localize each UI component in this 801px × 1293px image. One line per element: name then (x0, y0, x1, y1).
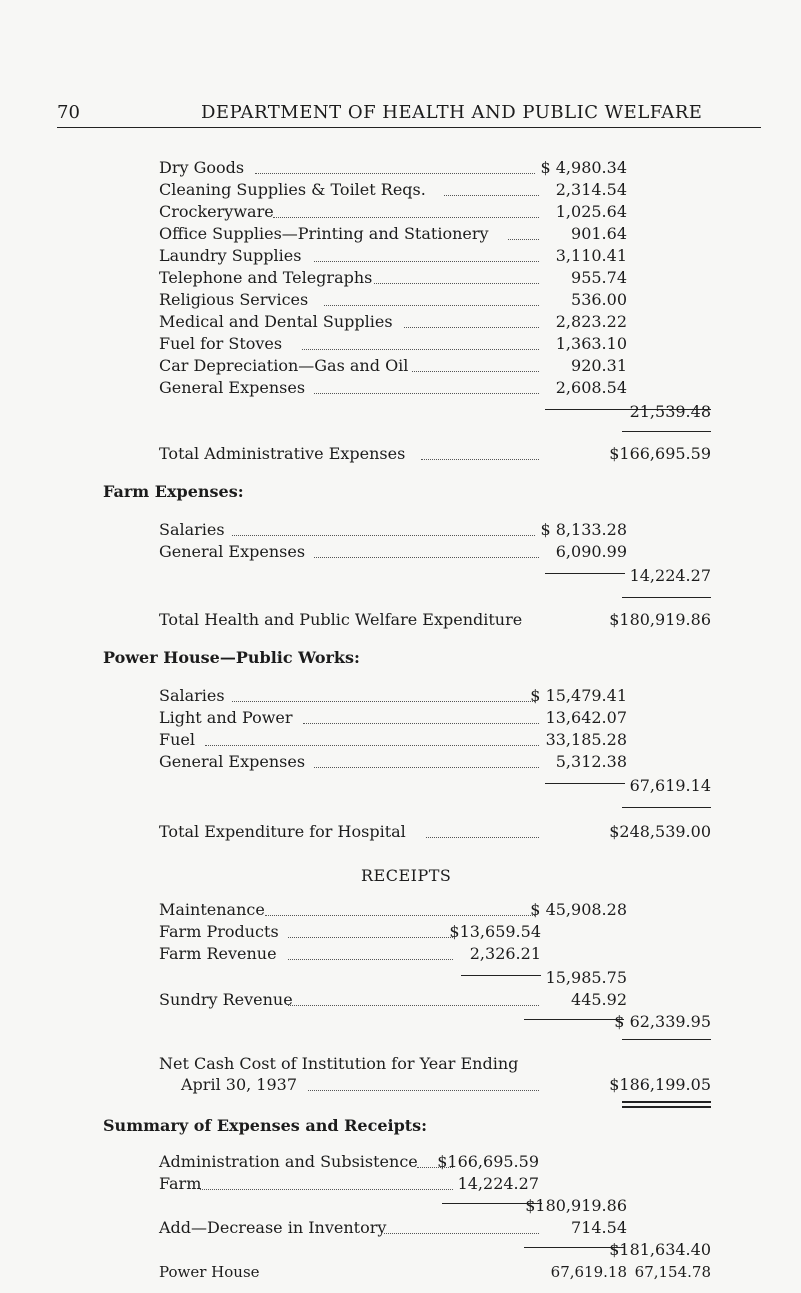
leader-dots (200, 1189, 453, 1190)
admin-subtotal: 21,539.48 (629, 402, 711, 421)
leader-dots (421, 459, 539, 460)
leader-dots (314, 557, 539, 558)
summary-amount: 714.54 (571, 1218, 627, 1237)
admin-item-amount: 1,025.64 (555, 202, 627, 221)
total-admin-label: Total Administrative Expenses (159, 444, 406, 463)
admin-item-amount: 2,823.22 (555, 312, 627, 331)
admin-item-label: Medical and Dental Supplies (159, 312, 393, 331)
total-rule (622, 431, 711, 432)
summary-subtotal2: $181,634.40 (609, 1240, 711, 1259)
admin-item-label: General Expenses (159, 378, 306, 397)
admin-item-label: Office Supplies—Printing and Stationery (159, 224, 489, 243)
farm-subtotal: 14,224.27 (629, 566, 711, 585)
admin-item-amount: $ 4,980.34 (540, 158, 627, 177)
receipt-amount: $ 45,908.28 (530, 900, 627, 919)
farm-item-amount: 6,090.99 (555, 542, 627, 561)
leader-dots (314, 393, 539, 394)
total-rule (622, 807, 711, 808)
leader-dots (404, 327, 539, 328)
receipts-heading: RECEIPTS (361, 866, 452, 885)
total-health-amount: $180,919.86 (609, 610, 711, 629)
total-rule (622, 597, 711, 598)
power-item-amount: 5,312.38 (555, 752, 627, 771)
receipt-farm-total: 15,985.75 (545, 968, 627, 987)
running-head: DEPARTMENT OF HEALTH AND PUBLIC WELFARE (201, 102, 703, 123)
admin-item-label: Car Depreciation—Gas and Oil (159, 356, 409, 375)
total-hospital-amount: $248,539.00 (609, 822, 711, 841)
admin-item-amount: 955.74 (571, 268, 627, 287)
summary-label: Administration and Subsistence (159, 1152, 418, 1171)
power-item-label: Salaries (159, 686, 225, 705)
admin-item-label: Telephone and Telegraphs (159, 268, 373, 287)
subtotal-rule (524, 1019, 624, 1020)
net-cash-label-line2: April 30, 1937 (181, 1075, 298, 1094)
summary-amount: 14,224.27 (457, 1174, 539, 1193)
leader-dots (232, 535, 535, 536)
receipt-label: Farm Revenue (159, 944, 277, 963)
leader-dots (426, 837, 539, 838)
leader-dots (288, 1005, 539, 1006)
power-item-amount: 33,185.28 (545, 730, 627, 749)
leader-dots (302, 349, 539, 350)
farm-item-amount: $ 8,133.28 (540, 520, 627, 539)
admin-item-amount: 2,608.54 (555, 378, 627, 397)
leader-dots (324, 305, 539, 306)
receipt-amount: 445.92 (571, 990, 627, 1009)
summary-label: Add—Decrease in Inventory (159, 1218, 387, 1237)
power-item-amount: $ 15,479.41 (530, 686, 627, 705)
receipt-amount: $13,659.54 (449, 922, 541, 941)
summary-amount: 67,619.18 (550, 1263, 627, 1281)
leader-dots (288, 959, 453, 960)
receipt-label: Maintenance (159, 900, 265, 919)
admin-item-label: Fuel for Stoves (159, 334, 283, 353)
farm-item-label: General Expenses (159, 542, 306, 561)
admin-item-label: Religious Services (159, 290, 309, 309)
leader-dots (314, 261, 539, 262)
header-rule (57, 127, 761, 128)
power-subtotal: 67,619.14 (629, 776, 711, 795)
total-admin-amount: $166,695.59 (609, 444, 711, 463)
leader-dots (444, 195, 539, 196)
leader-dots (374, 283, 539, 284)
leader-dots (308, 1090, 539, 1091)
subtotal-rule (461, 975, 541, 976)
admin-item-amount: 2,314.54 (555, 180, 627, 199)
receipt-amount: 2,326.21 (469, 944, 541, 963)
admin-item-amount: 901.64 (571, 224, 627, 243)
leader-dots (265, 915, 535, 916)
power-item-label: General Expenses (159, 752, 306, 771)
leader-dots (232, 701, 535, 702)
total-rule (622, 1039, 711, 1040)
receipts-total: $ 62,339.95 (614, 1012, 711, 1031)
admin-item-amount: 536.00 (571, 290, 627, 309)
leader-dots (412, 371, 539, 372)
leader-dots (273, 217, 539, 218)
power-heading: Power House—Public Works: (103, 648, 360, 667)
net-cash-label-line1: Net Cash Cost of Institution for Year Ending (159, 1054, 519, 1073)
farm-heading: Farm Expenses: (103, 482, 244, 501)
admin-item-label: Laundry Supplies (159, 246, 302, 265)
admin-item-amount: 920.31 (571, 356, 627, 375)
leader-dots (508, 239, 539, 240)
leader-dots (255, 173, 535, 174)
power-item-amount: 13,642.07 (545, 708, 627, 727)
summary-label: Power House (159, 1263, 260, 1281)
power-item-label: Fuel (159, 730, 195, 749)
leader-dots (205, 745, 539, 746)
admin-item-label: Dry Goods (159, 158, 245, 177)
summary-subtotal3: 67,154.78 (634, 1263, 711, 1281)
leader-dots (314, 767, 539, 768)
summary-heading: Summary of Expenses and Receipts: (103, 1116, 428, 1135)
subtotal-rule (545, 783, 625, 784)
leader-dots (384, 1233, 539, 1234)
total-health-label: Total Health and Public Welfare Expenditure (159, 610, 523, 629)
power-item-label: Light and Power (159, 708, 293, 727)
subtotal-rule (545, 573, 625, 574)
leader-dots (303, 723, 539, 724)
net-cash-amount: $186,199.05 (609, 1075, 711, 1094)
admin-item-amount: 1,363.10 (555, 334, 627, 353)
admin-item-label: Cleaning Supplies & Toilet Reqs. (159, 180, 426, 199)
leader-dots (288, 937, 453, 938)
summary-subtotal1: $180,919.86 (525, 1196, 627, 1215)
summary-label: Farm (159, 1174, 202, 1193)
page-number: 70 (57, 102, 80, 123)
farm-item-label: Salaries (159, 520, 225, 539)
receipt-label: Farm Products (159, 922, 279, 941)
total-hospital-label: Total Expenditure for Hospital (159, 822, 406, 841)
summary-amount: $166,695.59 (437, 1152, 539, 1171)
admin-item-label: Crockeryware (159, 202, 274, 221)
double-rule (622, 1101, 711, 1108)
admin-item-amount: 3,110.41 (555, 246, 627, 265)
receipt-label: Sundry Revenue (159, 990, 293, 1009)
